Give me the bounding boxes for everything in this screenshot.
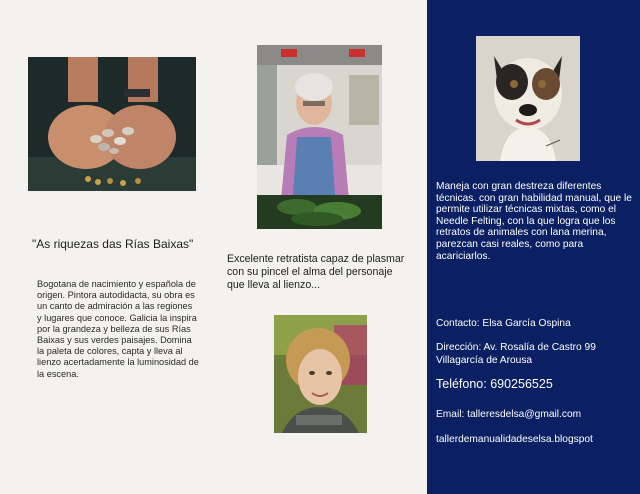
artist-bio: Bogotana de nacimiento y española de origen. Pintora autodidacta, su obra es un canto de admiración a las regiones y lugares que conoce. Galicia la inspira por la grandeza y belleza de sus Rías Baixas y sus verdes paisajes. Domina la paleta de colores, capta y lleva al lienzo acertadamente la luminosidad de la escena. xyxy=(37,279,199,379)
address-line-1: Dirección: Av. Rosalía de Castro 99 xyxy=(436,342,596,353)
contact-name: Contacto: Elsa García Ospina xyxy=(436,318,571,329)
blog-link[interactable]: tallerdemanualidadeselsa.blogspot xyxy=(436,434,593,445)
painting-caption: "As riquezas das Rías Baixas" xyxy=(32,237,194,251)
techniques-description: Maneja con gran destreza diferentes técnicas. con gran habilidad manual, que le permite utilizar técnicas mixtas, como el Needle Felting, con la que logra que los retratos de animales con lana merina, parezcan casi reales, como para acariciarlos. xyxy=(436,181,632,262)
painting-child-portrait xyxy=(274,315,367,433)
portrait-description: Excelente retratista capaz de plasmar con su pincel el alma del personaje que lleva al lienzo... xyxy=(227,253,405,291)
painting-dog-portrait xyxy=(476,36,580,161)
contact-panel xyxy=(427,0,640,494)
email-address[interactable]: Email: talleresdelsa@gmail.com xyxy=(436,409,582,420)
painting-old-woman-market xyxy=(257,45,382,229)
address-line-2: Villagarcía de Arousa xyxy=(436,355,533,366)
painting-hands-with-clams xyxy=(28,57,196,191)
phone-number[interactable]: Teléfono: 690256525 xyxy=(436,377,553,391)
